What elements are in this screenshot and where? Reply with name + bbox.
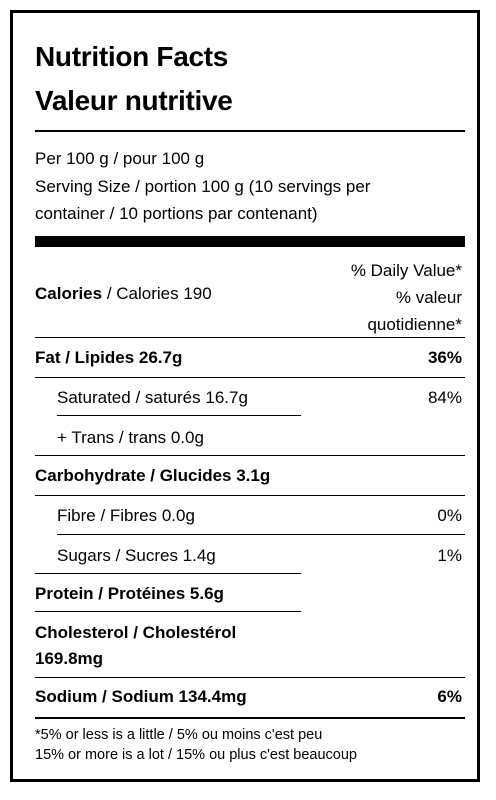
sugars-label: Sugars / Sucres 1.4g xyxy=(57,546,216,565)
per-amount: Per 100 g / pour 100 g xyxy=(35,149,205,168)
dv-header-en: % Daily Value* xyxy=(350,261,462,280)
sodium-label: Sodium / Sodium 134.4mg xyxy=(35,687,247,706)
calories-label: Calories xyxy=(35,284,103,303)
calories-line xyxy=(35,284,212,304)
saturated-dv: 84% xyxy=(427,388,462,407)
fibre-dv: 0% xyxy=(437,506,462,525)
divider xyxy=(35,337,465,338)
divider xyxy=(35,677,465,678)
dv-header-fr-2: quotidienne* xyxy=(367,315,462,334)
divider xyxy=(57,415,301,416)
footnote-line-2: 15% or more is a lot / 15% ou plus c'est beaucoup xyxy=(35,747,357,763)
divider xyxy=(35,495,465,496)
cholesterol-label: Cholesterol / Cholestérol xyxy=(35,623,237,642)
title-english: Nutrition Facts xyxy=(35,41,229,72)
cholesterol-value: 169.8mg xyxy=(35,649,104,668)
divider xyxy=(35,455,465,456)
footnote-line-1: *5% or less is a little / 5% ou moins c'est peu xyxy=(35,727,323,743)
fibre-label: Fibre / Fibres 0.0g xyxy=(57,506,195,525)
sugars-dv: 1% xyxy=(437,546,462,565)
title-french: Valeur nutritive xyxy=(35,85,233,116)
thick-divider xyxy=(35,236,465,247)
sodium-dv: 6% xyxy=(437,687,462,706)
divider xyxy=(35,377,465,378)
divider xyxy=(35,573,301,574)
saturated-label: Saturated / saturés 16.7g xyxy=(57,388,248,407)
divider xyxy=(35,130,465,132)
daily-value-header xyxy=(351,257,462,338)
divider xyxy=(57,534,465,535)
calories-value: / Calories 190 xyxy=(102,284,212,303)
serving-size-line-1: Serving Size / portion 100 g (10 servings per xyxy=(35,177,371,196)
serving-size-line-2: container / 10 portions par contenant) xyxy=(35,204,318,223)
divider xyxy=(35,611,301,612)
protein-label: Protein / Protéines 5.6g xyxy=(35,584,224,603)
divider xyxy=(35,717,465,719)
fat-label: Fat / Lipides 26.7g xyxy=(35,348,183,367)
carbohydrate-label: Carbohydrate / Glucides 3.1g xyxy=(35,466,271,485)
fat-dv: 36% xyxy=(427,348,462,367)
nutrition-facts-panel xyxy=(10,10,480,782)
dv-header-fr-1: % valeur xyxy=(395,288,462,307)
trans-label: + Trans / trans 0.0g xyxy=(57,428,204,447)
